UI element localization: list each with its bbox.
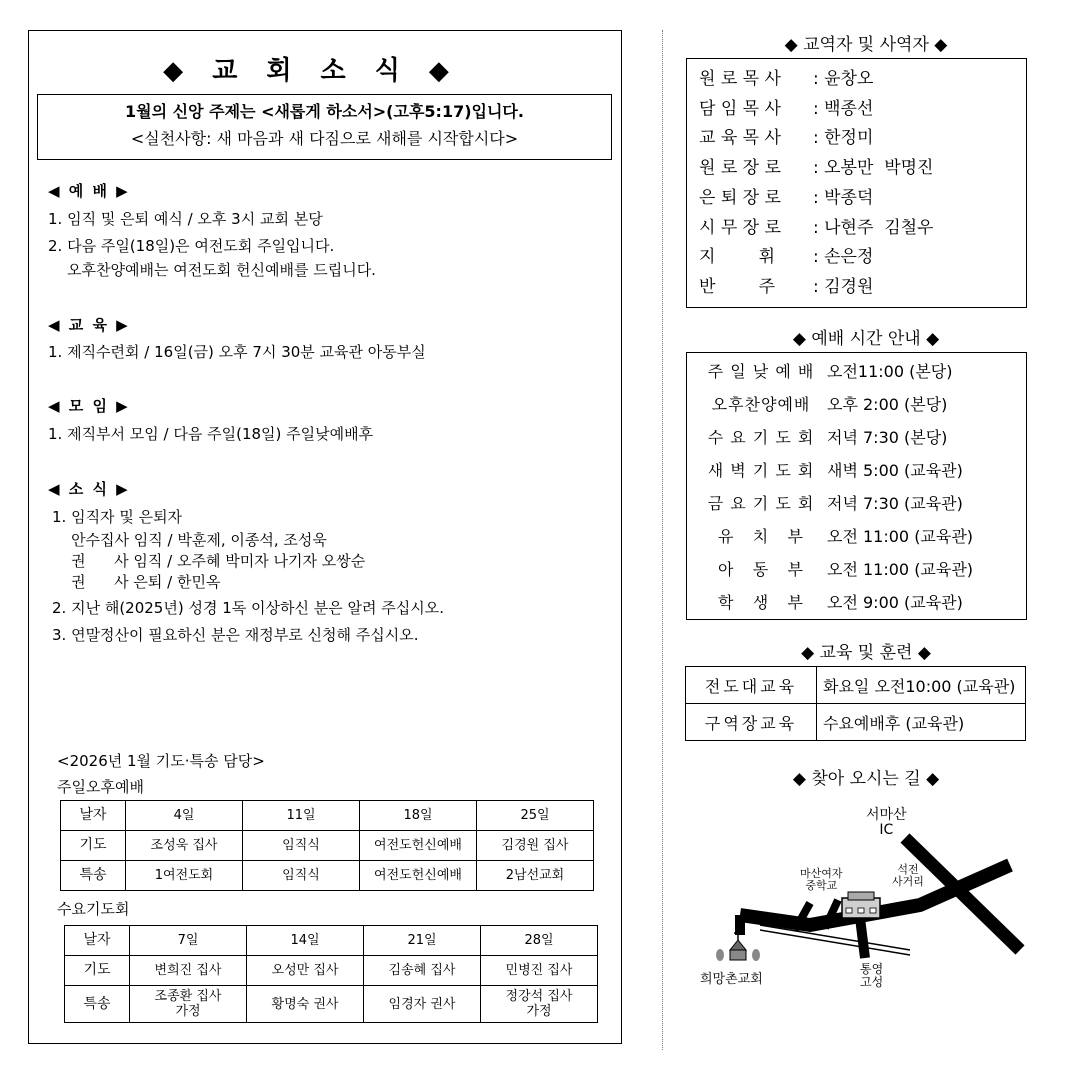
list-item: 3. 연말정산이 필요하신 분은 재정부로 신청해 주십시오.	[52, 626, 419, 644]
page-title: ◆ 교 회 소 식 ◆	[163, 56, 459, 86]
list-item: 원 로 장 로 : 오봉만 박명진	[699, 158, 934, 179]
list-item: 담 임 목 사 : 백종선	[699, 98, 874, 119]
list-item: 교 육 목 사 : 한정미	[699, 128, 874, 149]
wednesday-duty-table	[64, 925, 598, 1023]
list-item: 유 치 부 오전 11:00 (교육관)	[718, 527, 974, 546]
training-table	[685, 666, 1026, 741]
section-heading-worship: ◀ 예 배 ▶	[48, 182, 130, 200]
list-item: 주 일 낮 예 배 오전11:00 (본당)	[707, 362, 953, 381]
list-item: 2. 다음 주일(18일)은 여전도회 주일입니다.	[48, 237, 335, 255]
table-row: 전도대교육 화요일 오전10:00 (교육관)	[686, 667, 1026, 704]
south-label: 통영 고성	[860, 962, 884, 989]
table-row: 특송 1여전도회 임직식 여전도헌신예배 2남선교회	[61, 861, 594, 891]
school-icon	[842, 892, 880, 918]
list-item: 시 무 장 로 : 나현주 김철우	[699, 217, 934, 238]
list-item: 1. 임직자 및 은퇴자	[52, 508, 183, 526]
list-item: 아 동 부 오전 11:00 (교육관)	[718, 560, 974, 579]
list-item: 오후찬양예배 오후 2:00 (본당)	[711, 395, 948, 414]
theme-line: 1월의 신앙 주제는 <새롭게 하소서>(고후5:17)입니다.	[125, 102, 524, 121]
worship-times-box	[686, 352, 1027, 620]
section-heading-news: ◀ 소 식 ▶	[48, 480, 130, 498]
list-item: 반 주 : 김경원	[699, 276, 874, 297]
list-item: 오후찬양예배는 여전도회 헌신예배를 드립니다.	[48, 261, 376, 279]
directions-map	[700, 800, 1040, 1030]
list-item: 은 퇴 장 로 : 박종덕	[699, 187, 874, 208]
list-item: 1. 임직 및 은퇴 예식 / 오후 3시 교회 본당	[48, 210, 323, 228]
highway	[905, 838, 1020, 950]
list-item: 1. 제직부서 모임 / 다음 주일(18일) 주일낮예배후	[48, 425, 374, 443]
duty-title: <2026년 1월 기도·특송 담당>	[57, 752, 265, 770]
list-item: 금 요 기 도 회 저녁 7:30 (교육관)	[707, 494, 963, 513]
list-item: 안수집사 임직 / 박훈제, 이종석, 조성욱	[52, 531, 327, 549]
list-item: 1. 제직수련회 / 16일(금) 오후 7시 30분 교육관 아동부실	[48, 343, 426, 361]
list-item: 2. 지난 해(2025년) 성경 1독 이상하신 분은 알려 주십시오.	[52, 599, 444, 617]
crossroad-label: 석전 사거리	[892, 863, 924, 888]
table-row: 날자 7일 14일 21일 28일	[65, 926, 598, 956]
list-item: 지 휘 : 손은정	[699, 247, 874, 268]
list-item: 원 로 목 사 : 윤창오	[699, 69, 874, 89]
column-divider	[662, 30, 663, 1050]
ic-label: 서마산 IC	[866, 807, 907, 838]
wednesday-duty-label: 수요기도회	[57, 900, 130, 918]
list-item: 권 사 은퇴 / 한민옥	[52, 573, 221, 591]
south-road	[860, 918, 865, 958]
monthly-theme-box	[37, 94, 612, 160]
worship-times-title: ◆ 예배 시간 안내 ◆	[792, 329, 940, 349]
table-row: 기도 변희진 집사 오성만 집사 김송혜 집사 민병진 집사	[65, 956, 598, 986]
church-label: 희망촌교회	[700, 972, 763, 987]
practice-line: <실천사항: 새 마음과 새 다짐으로 새해를 시작합시다>	[130, 129, 519, 148]
rail-line	[760, 930, 910, 955]
table-row: 구역장교육 수요예배후 (교육관)	[686, 704, 1026, 741]
church-icon	[716, 928, 760, 961]
table-row: 기도 조성욱 집사 임직식 여전도헌신예배 김경원 집사	[61, 831, 594, 861]
list-item: 수 요 기 도 회 저녁 7:30 (본당)	[707, 428, 948, 447]
school-label: 마산여자 중학교	[800, 867, 843, 892]
pastors-box	[686, 58, 1027, 308]
list-item: 학 생 부 오전 9:00 (교육관)	[718, 593, 963, 612]
section-heading-education: ◀ 교 육 ▶	[48, 316, 130, 334]
list-item: 권 사 임직 / 오주혜 박미자 나기자 오쌍순	[52, 552, 366, 570]
table-row: 특송 조종환 집사 가정 황명숙 권사 임경자 권사 정강석 집사 가정	[65, 986, 598, 1023]
section-heading-meeting: ◀ 모 임 ▶	[48, 397, 130, 415]
rail-line	[760, 925, 910, 950]
sunday-duty-label: 주일오후예배	[57, 778, 144, 796]
sunday-duty-table	[60, 800, 594, 891]
table-row: 날자 4일 11일 18일 25일	[61, 801, 594, 831]
pastors-title: ◆ 교역자 및 사역자 ◆	[784, 35, 948, 55]
list-item: 새 벽 기 도 회 새벽 5:00 (교육관)	[707, 461, 963, 480]
directions-title: ◆ 찾아 오시는 길 ◆	[792, 769, 940, 789]
training-title: ◆ 교육 및 훈련 ◆	[801, 643, 931, 663]
